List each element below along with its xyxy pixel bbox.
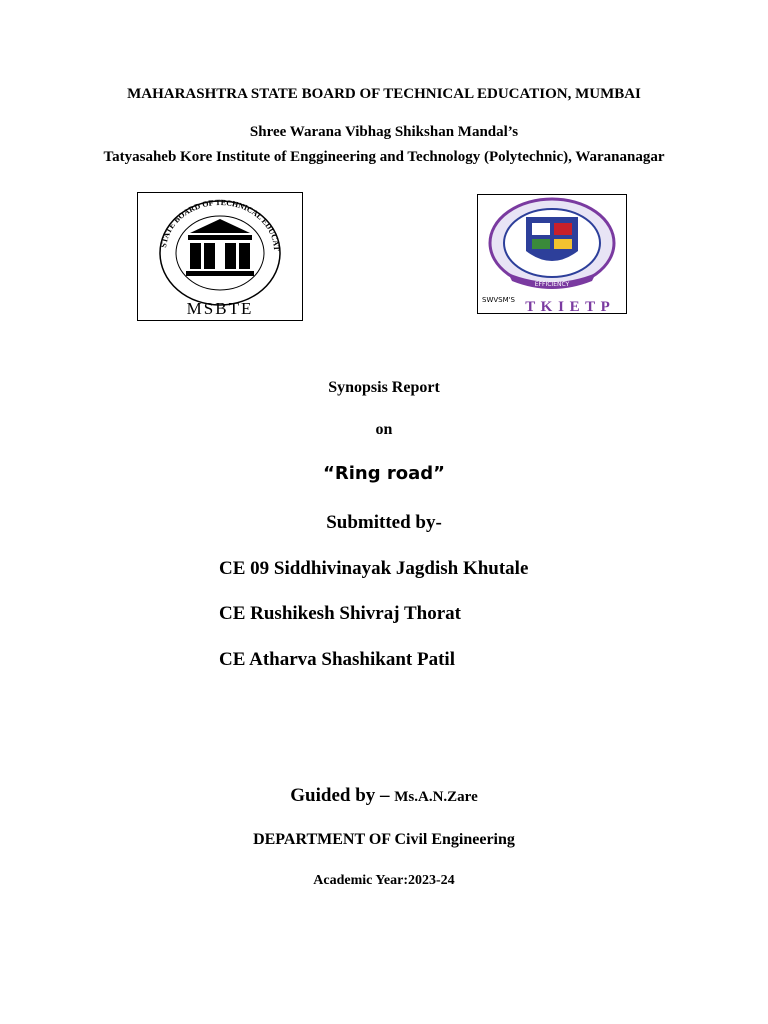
msbte-logo [137, 192, 303, 321]
member-name: CE Rushikesh Shivraj Thorat [219, 603, 461, 624]
report-title: “Ring road” [323, 463, 445, 484]
guided-by-label: Guided by – [290, 785, 390, 806]
submitted-by-label: Submitted by- [326, 512, 442, 533]
report-on: on [375, 421, 393, 438]
msbte-emblem-icon [138, 193, 302, 320]
member-name: CE 09 Siddhivinayak Jagdish Khutale [219, 558, 529, 579]
guided-by [0, 785, 768, 807]
department: DEPARTMENT OF Civil Engineering [253, 831, 515, 848]
msbte-caption: MSBTE [186, 299, 254, 318]
tkietp-emblem-icon [478, 195, 626, 313]
tkietp-caption: T K I E T P [525, 299, 611, 313]
tkietp-logo [477, 194, 627, 314]
msbte-ring-text: STATE BOARD OF TECHNICAL EDUCAT [159, 197, 282, 252]
tkietp-prefix: SWVSM'S [482, 296, 516, 304]
report-type: Synopsis Report [328, 379, 440, 396]
institute-name: Tatyasaheb Kore Institute of Enggineering and Technology (Polytechnic), Warananagar [103, 149, 665, 165]
academic-year: Academic Year:2023-24 [313, 873, 455, 888]
guide-name: Ms.A.N.Zare [394, 789, 478, 805]
mandal-name: Shree Warana Vibhag Shikshan Mandal’s [249, 124, 519, 140]
tkietp-ribbon: EFFICIENCY [534, 281, 570, 288]
member-name: CE Atharva Shashikant Patil [219, 649, 455, 670]
board-name: MAHARASHTRA STATE BOARD OF TECHNICAL EDUCATION, MUMBAI [127, 86, 641, 102]
